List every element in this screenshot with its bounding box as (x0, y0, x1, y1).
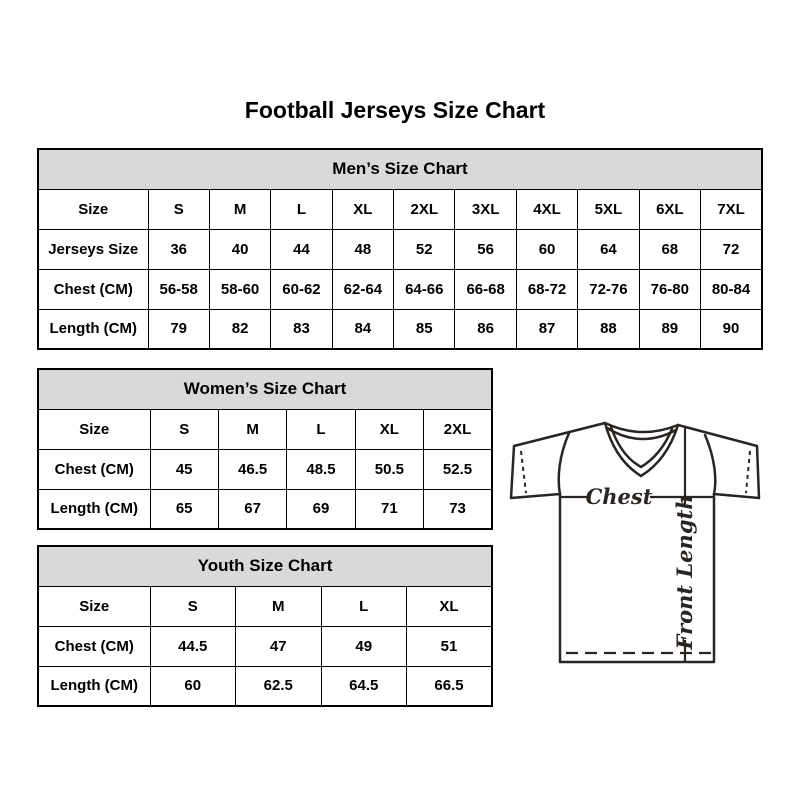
value-cell: 82 (209, 309, 270, 349)
right-cuff-dashed-line (746, 451, 750, 493)
value-cell: S (150, 586, 236, 626)
value-cell: 71 (355, 489, 423, 529)
value-cell: 90 (701, 309, 762, 349)
value-cell: M (236, 586, 322, 626)
value-cell: 65 (150, 489, 218, 529)
value-cell: 2XL (394, 189, 455, 229)
value-cell: S (150, 409, 218, 449)
youth-size-table (37, 545, 493, 707)
value-cell: 58-60 (209, 269, 270, 309)
value-cell: L (287, 409, 355, 449)
row-label: Jerseys Size (38, 229, 148, 269)
jersey-left-armhole-seam (559, 433, 569, 494)
row-label: Size (38, 586, 150, 626)
value-cell: L (271, 189, 332, 229)
value-cell: S (148, 189, 209, 229)
value-cell: 84 (332, 309, 393, 349)
womens-size-table (37, 368, 493, 530)
value-cell: 64.5 (321, 666, 407, 706)
womens-table-row (38, 449, 492, 489)
womens-table-title: Women’s Size Chart (38, 369, 492, 409)
front-length-label: Front Length (672, 494, 697, 650)
youth-table-row (38, 586, 492, 626)
value-cell: 49 (321, 626, 407, 666)
row-label: Chest (CM) (38, 449, 150, 489)
value-cell: 2XL (424, 409, 492, 449)
jersey-right-armhole-seam (705, 435, 715, 494)
value-cell: 76-80 (639, 269, 700, 309)
page-title: Football Jerseys Size Chart (244, 97, 546, 123)
value-cell: M (209, 189, 270, 229)
value-cell: 44.5 (150, 626, 236, 666)
value-cell: 80-84 (701, 269, 762, 309)
mens-table-row (38, 269, 762, 309)
jersey-right-sleeve-outline (678, 425, 759, 498)
value-cell: 7XL (701, 189, 762, 229)
jersey-collar-back-arc-outer (605, 423, 678, 432)
mens-table-title: Men’s Size Chart (38, 149, 762, 189)
value-cell: 60 (150, 666, 236, 706)
value-cell: 50.5 (355, 449, 423, 489)
value-cell: 3XL (455, 189, 516, 229)
value-cell: 66.5 (407, 666, 493, 706)
value-cell: 60-62 (271, 269, 332, 309)
value-cell: 88 (578, 309, 639, 349)
value-cell: 73 (424, 489, 492, 529)
value-cell: 52 (394, 229, 455, 269)
value-cell: 46.5 (218, 449, 286, 489)
youth-table-row (38, 666, 492, 706)
value-cell: 5XL (578, 189, 639, 229)
jersey-measurement-diagram (509, 416, 765, 666)
value-cell: M (218, 409, 286, 449)
value-cell: 52.5 (424, 449, 492, 489)
value-cell: 72 (701, 229, 762, 269)
value-cell: 47 (236, 626, 322, 666)
row-label: Length (CM) (38, 309, 148, 349)
value-cell: 60 (516, 229, 577, 269)
value-cell: 68 (639, 229, 700, 269)
value-cell: 66-68 (455, 269, 516, 309)
left-cuff-dashed-line (521, 451, 526, 493)
row-label: Length (CM) (38, 489, 150, 529)
youth-table-row (38, 626, 492, 666)
value-cell: 48.5 (287, 449, 355, 489)
value-cell: 89 (639, 309, 700, 349)
value-cell: 85 (394, 309, 455, 349)
row-label: Chest (CM) (38, 626, 150, 666)
mens-table-row (38, 229, 762, 269)
youth-table-title: Youth Size Chart (38, 546, 492, 586)
value-cell: 36 (148, 229, 209, 269)
value-cell: 62-64 (332, 269, 393, 309)
value-cell: XL (332, 189, 393, 229)
value-cell: 86 (455, 309, 516, 349)
value-cell: 45 (150, 449, 218, 489)
value-cell: 40 (209, 229, 270, 269)
value-cell: 62.5 (236, 666, 322, 706)
value-cell: 51 (407, 626, 493, 666)
value-cell: 83 (271, 309, 332, 349)
value-cell: 48 (332, 229, 393, 269)
row-label: Length (CM) (38, 666, 150, 706)
value-cell: 69 (287, 489, 355, 529)
value-cell: 64-66 (394, 269, 455, 309)
value-cell: 56-58 (148, 269, 209, 309)
row-label: Chest (CM) (38, 269, 148, 309)
row-label: Size (38, 189, 148, 229)
value-cell: 56 (455, 229, 516, 269)
womens-table-row (38, 409, 492, 449)
value-cell: 64 (578, 229, 639, 269)
value-cell: 72-76 (578, 269, 639, 309)
value-cell: 68-72 (516, 269, 577, 309)
value-cell: XL (355, 409, 423, 449)
mens-size-table (37, 148, 763, 350)
womens-table-row (38, 489, 492, 529)
value-cell: 87 (516, 309, 577, 349)
mens-table-row (38, 309, 762, 349)
value-cell: 4XL (516, 189, 577, 229)
value-cell: 6XL (639, 189, 700, 229)
value-cell: 44 (271, 229, 332, 269)
row-label: Size (38, 409, 150, 449)
value-cell: 79 (148, 309, 209, 349)
mens-table-row (38, 189, 762, 229)
value-cell: L (321, 586, 407, 626)
value-cell: 67 (218, 489, 286, 529)
value-cell: XL (407, 586, 493, 626)
chest-label: Chest (585, 484, 653, 509)
